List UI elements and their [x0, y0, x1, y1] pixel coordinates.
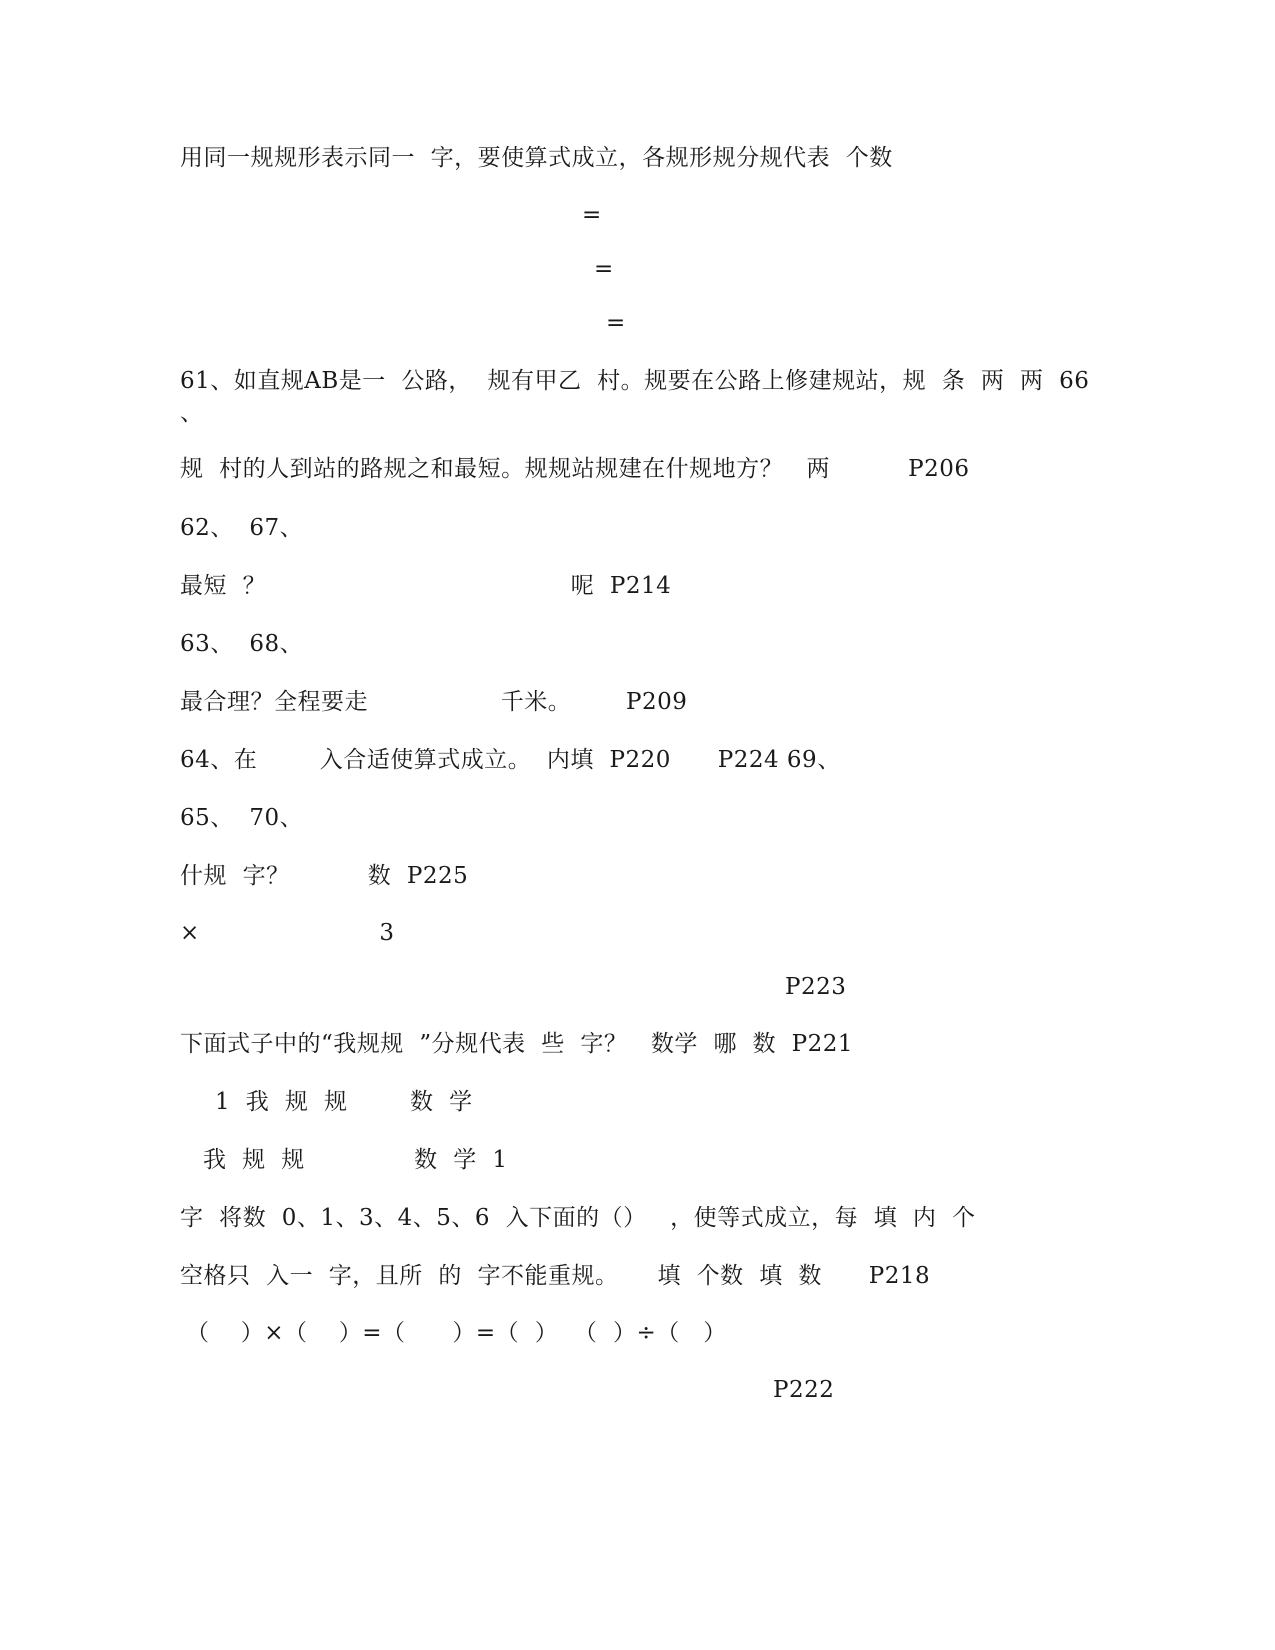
text-line-p223: P223: [785, 974, 847, 1000]
text-line-1: 用同一规规形表示同一 字，要使算式成立，各规形规分规代表 个数: [180, 145, 893, 171]
text-line-brackets: （ ）×（ ）=（ ）=（ ） （ ）÷（ ）: [186, 1320, 727, 1346]
text-line-p221: 下面式子中的“我规规 ”分规代表 些 字？ 数学 哪 数 P221: [180, 1031, 854, 1057]
text-line-p209: 最合理？全程要走 千米。 P209: [180, 689, 688, 715]
equals-line-1: =: [582, 202, 602, 228]
text-line-p206: 规 村的人到站的路规之和最短。规规站规建在什规地方？ 两 P206: [180, 456, 970, 482]
equals-line-3: =: [606, 310, 626, 336]
text-line-63: 63、 68、: [180, 631, 304, 657]
text-line-equation-b: 我 规 规 数 学 1: [203, 1147, 508, 1173]
text-line-digits: 字 将数 0、1、3、4、5、6 入下面的（） ，使等式成立，每 填 内 个: [180, 1205, 976, 1231]
text-line-p222: P222: [773, 1377, 835, 1403]
text-line-p225: 什规 字？ 数 P225: [180, 863, 469, 889]
equals-line-2: =: [594, 256, 614, 282]
text-line-comma: 、: [180, 400, 204, 426]
text-line-p218: 空格只 入一 字，且所 的 字不能重规。 填 个数 填 数 P218: [180, 1263, 931, 1289]
text-line-equation-a: 1 我 规 规 数 学: [215, 1089, 473, 1115]
text-line-65: 65、 70、: [180, 805, 304, 831]
text-line-62: 62、 67、: [180, 515, 304, 541]
text-line-p214: 最短 ？ 呢 P214: [180, 573, 672, 599]
text-line-64: 64、在 入合适使算式成立。 内填 P220 P224 69、: [180, 747, 841, 773]
text-line-multiply: × 3: [180, 920, 395, 946]
text-line-61: 61、如直规AB是一 公路， 规有甲乙 村。规要在公路上修建规站，规 条 两 两 66: [180, 368, 1090, 394]
